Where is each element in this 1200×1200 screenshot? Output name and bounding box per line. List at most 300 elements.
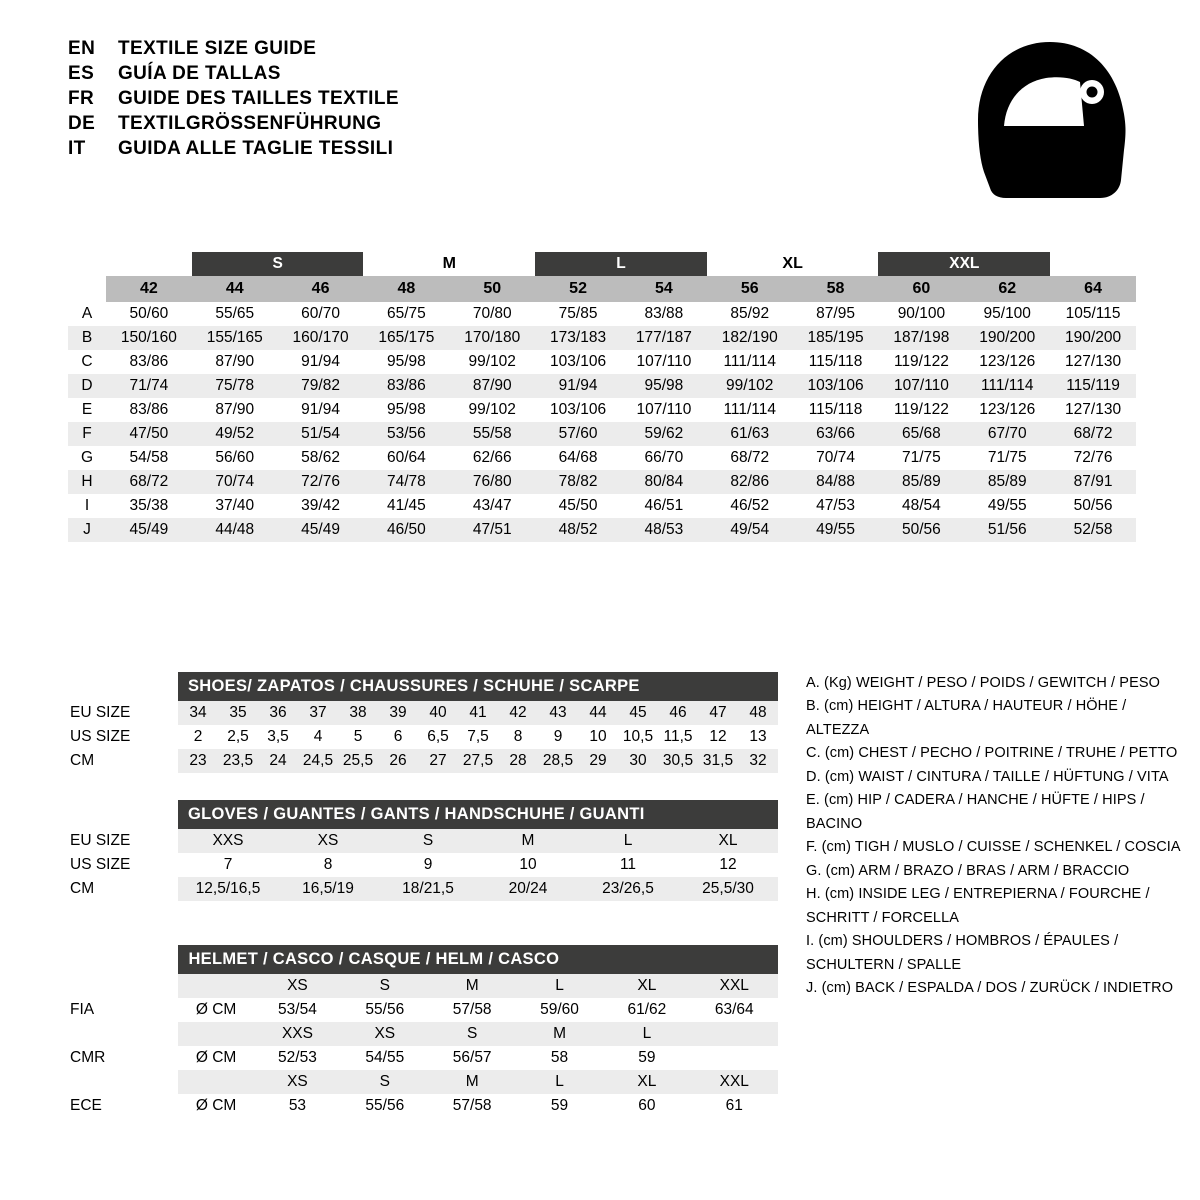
cell: 60/70 [278,302,364,326]
cell: 53/56 [363,422,449,446]
cell: XS [254,1070,341,1094]
cell: 49/54 [707,518,793,542]
eu-number-cell: 48 [363,276,449,302]
cell: 65/75 [363,302,449,326]
cell: 127/130 [1050,398,1136,422]
cell: 50/56 [878,518,964,542]
eu-number-row [68,276,1136,302]
cell: 83/88 [621,302,707,326]
cell: 10,5 [618,725,658,749]
table-row [68,350,1136,374]
cell: 91/94 [535,374,621,398]
table-row [68,302,1136,326]
legend-line: I. (cm) SHOULDERS / HOMBROS / ÉPAULES / [806,933,1119,950]
cell [178,1022,253,1046]
cell: 55/65 [192,302,278,326]
cell: 58/62 [278,446,364,470]
cell: 115/118 [793,350,879,374]
cell: XS [341,1022,428,1046]
cell: 46/50 [363,518,449,542]
gloves-cm-row [68,877,778,901]
cell: 42 [498,701,538,725]
size-band-xxl: XXL [878,252,1050,276]
cell: 107/110 [878,374,964,398]
cell: 190/200 [1050,326,1136,350]
gloves-cm-label: CM [68,877,178,901]
cell: 61 [691,1094,778,1118]
cell: S [341,974,428,998]
cell: 45 [618,701,658,725]
cell: 43 [538,701,578,725]
cell: 51/54 [278,422,364,446]
cell: 160/170 [278,326,364,350]
legend-line: B. (cm) HEIGHT / ALTURA / HAUTEUR / HÖHE / ALTEZZA [806,698,1127,738]
cell [691,1046,778,1070]
cell: 47/51 [449,518,535,542]
cell: XL [603,974,690,998]
cell: 190/200 [964,326,1050,350]
gloves-us-label: US SIZE [68,853,178,877]
helmet-icon [960,30,1140,210]
cell: 46/51 [621,494,707,518]
helmet-fia-label: FIA [68,998,178,1022]
cell: 18/21,5 [378,877,478,901]
cell: 170/180 [449,326,535,350]
cell: 49/55 [793,518,879,542]
cell: 91/94 [278,398,364,422]
cell: XL [603,1070,690,1094]
cell: 79/82 [278,374,364,398]
cell: 29 [578,749,618,773]
table-row [68,422,1136,446]
cell: 74/78 [363,470,449,494]
cell: 111/114 [707,350,793,374]
textile-size-table [68,252,1136,542]
cell: 7,5 [458,725,498,749]
cell: 95/98 [363,350,449,374]
cell: 59/62 [621,422,707,446]
eu-number-rowlabel [68,276,106,302]
cell: 56/60 [192,446,278,470]
cell: 150/160 [106,326,192,350]
helmet-fia-header-label [68,974,178,998]
gloves-table [68,800,778,901]
cell: 39/42 [278,494,364,518]
cell: 99/102 [449,350,535,374]
row-key: B [68,326,106,350]
cell: 60 [603,1094,690,1118]
cell: 49/52 [192,422,278,446]
cell: 105/115 [1050,302,1136,326]
table-row [68,398,1136,422]
helmet-title: HELMET / CASCO / CASQUE / HELM / CASCO [178,945,778,974]
shoes-cm-label: CM [68,749,178,773]
cell: 49/55 [964,494,1050,518]
cell: 123/126 [964,398,1050,422]
cell: 55/58 [449,422,535,446]
cell: 85/92 [707,302,793,326]
cell: 48/53 [621,518,707,542]
cell: 12 [678,853,778,877]
cell: 26 [378,749,418,773]
row-key: J [68,518,106,542]
header-text-en: TEXTILE SIZE GUIDE [118,38,317,59]
eu-number-cell: 54 [621,276,707,302]
legend-line: H. (cm) INSIDE LEG / ENTREPIERNA / FOURCHE / [806,886,1150,903]
header-lang-es: ES [68,63,95,84]
cell: 87/95 [793,302,879,326]
cell: 165/175 [363,326,449,350]
helmet-cmr-row [68,1046,778,1070]
cell: XXL [691,974,778,998]
cell: 70/80 [449,302,535,326]
cell: 61/63 [707,422,793,446]
cell: 111/114 [964,374,1050,398]
helmet-cmr-header-label [68,1022,178,1046]
cell: 7 [178,853,278,877]
shoes-title: SHOES/ ZAPATOS / CHAUSSURES / SCHUHE / SCARPE [178,672,778,701]
cell: 3,5 [258,725,298,749]
header-row [68,113,399,135]
cell: 75/78 [192,374,278,398]
shoes-eu-row [68,701,778,725]
cell: 99/102 [707,374,793,398]
cell: 9 [538,725,578,749]
cell: 8 [278,853,378,877]
cell: 83/86 [363,374,449,398]
cell: 87/90 [192,350,278,374]
cell: 12,5/16,5 [178,877,278,901]
cell: 45/49 [278,518,364,542]
cell: 107/110 [621,350,707,374]
cell: 62/66 [449,446,535,470]
header-row [68,88,399,110]
cell: S [341,1070,428,1094]
table-row [68,326,1136,350]
shoes-table [68,672,778,773]
cell: 57/60 [535,422,621,446]
row-key: I [68,494,106,518]
cell: M [478,829,578,853]
size-band-blank [68,252,106,276]
header-text-it: GUIDA ALLE TAGLIE TESSILI [118,138,394,159]
cell: 30 [618,749,658,773]
cell: 95/100 [964,302,1050,326]
helmet-ece-header-label [68,1070,178,1094]
legend-line: SCHULTERN / SPALLE [806,956,962,973]
cell: 155/165 [192,326,278,350]
cell: 68/72 [106,470,192,494]
header-row [68,38,399,60]
helmet-ece-row [68,1094,778,1118]
cell: 119/122 [878,398,964,422]
measurement-legend [806,672,1186,1001]
cell: XXS [254,1022,341,1046]
cell: 25,5/30 [678,877,778,901]
cell: 25,5 [338,749,378,773]
cell: 83/86 [106,398,192,422]
size-band-s: S [192,252,364,276]
cell: 11 [578,853,678,877]
cell: 61/62 [603,998,690,1022]
cell: XS [254,974,341,998]
cell: 4 [298,725,338,749]
cell: 177/187 [621,326,707,350]
cell: 50/56 [1050,494,1136,518]
header-row [68,138,399,160]
cell: 36 [258,701,298,725]
header-text-es: GUÍA DE TALLAS [118,63,281,84]
cell: 63/66 [793,422,879,446]
cell: 28,5 [538,749,578,773]
header-lang-de: DE [68,113,96,134]
cell: 58 [516,1046,603,1070]
cell: 35 [218,701,258,725]
cell: 43/47 [449,494,535,518]
legend-line: J. (cm) BACK / ESPALDA / DOS / ZURÜCK / INDIETRO [806,980,1174,997]
cell: 83/86 [106,350,192,374]
cell: 87/90 [192,398,278,422]
header-lang-fr: FR [68,88,95,109]
cell: 52/58 [1050,518,1136,542]
row-key: D [68,374,106,398]
cell [178,1070,253,1094]
table-row [68,470,1136,494]
cell: M [428,974,515,998]
cell: 51/56 [964,518,1050,542]
header-block [68,38,399,163]
shoes-us-row [68,725,778,749]
cell: 67/70 [964,422,1050,446]
cell: 66/70 [621,446,707,470]
eu-number-cell: 60 [878,276,964,302]
size-band-empty [106,252,192,276]
cell: 53/54 [254,998,341,1022]
gloves-us-row [68,853,778,877]
size-band-m-label: M [363,252,535,276]
eu-number-cell: 42 [106,276,192,302]
cell: 46 [658,701,698,725]
cell: 57/58 [428,998,515,1022]
eu-number-cell: 52 [535,276,621,302]
cell: 68/72 [1050,422,1136,446]
cell: 59/60 [516,998,603,1022]
cell: 103/106 [535,350,621,374]
cell: 46/52 [707,494,793,518]
cell: 27,5 [458,749,498,773]
cell: L [516,974,603,998]
cell: 187/198 [878,326,964,350]
cell: 91/94 [278,350,364,374]
cell: 39 [378,701,418,725]
row-key: A [68,302,106,326]
cell: 90/100 [878,302,964,326]
helmet-cmr-label: CMR [68,1046,178,1070]
cell: 28 [498,749,538,773]
cell: XS [278,829,378,853]
table-row [68,518,1136,542]
cell: 35/38 [106,494,192,518]
cell: 72/76 [278,470,364,494]
cell: Ø CM [178,1046,253,1070]
legend-line: A. (Kg) WEIGHT / PESO / POIDS / GEWITCH / PESO [806,675,1160,691]
row-key: F [68,422,106,446]
table-row [68,494,1136,518]
cell: Ø CM [178,998,253,1022]
shoes-us-label: US SIZE [68,725,178,749]
cell: 24 [258,749,298,773]
cell: 45/49 [106,518,192,542]
helmet-title-spacer [68,945,178,974]
legend-line: E. (cm) HIP / CADERA / HANCHE / HÜFTE / HIPS / BACINO [806,792,1145,832]
cell: 123/126 [964,350,1050,374]
cell: 27 [418,749,458,773]
cell: 82/86 [707,470,793,494]
cell: 48/52 [535,518,621,542]
cell: 23/26,5 [578,877,678,901]
helmet-fia-row [68,998,778,1022]
cell: 48/54 [878,494,964,518]
table-row [68,446,1136,470]
eu-number-cell: 64 [1050,276,1136,302]
cell: 2 [178,725,218,749]
cell: 107/110 [621,398,707,422]
header-lang-it: IT [68,138,86,159]
cell: 47/53 [793,494,879,518]
cell: 30,5 [658,749,698,773]
row-key: H [68,470,106,494]
eu-number-cell: 44 [192,276,278,302]
cell [178,974,253,998]
cell: 41/45 [363,494,449,518]
gloves-title: GLOVES / GUANTES / GANTS / HANDSCHUHE / GUANTI [178,800,778,829]
cell: 103/106 [793,374,879,398]
legend-line: G. (cm) ARM / BRAZO / BRAS / ARM / BRACCIO [806,862,1130,879]
cell [691,1022,778,1046]
cell: 103/106 [535,398,621,422]
row-key: G [68,446,106,470]
cell: 47 [698,701,738,725]
row-key: C [68,350,106,374]
legend-line: D. (cm) WAIST / CINTURA / TAILLE / HÜFTUNG / VITA [806,768,1169,785]
cell: L [578,829,678,853]
cell: 45/50 [535,494,621,518]
cell: 55/56 [341,998,428,1022]
cell: 182/190 [707,326,793,350]
cell: 95/98 [621,374,707,398]
size-band-l: L [535,252,707,276]
cell: 41 [458,701,498,725]
cell: 13 [738,725,778,749]
eu-number-cell: 50 [449,276,535,302]
cell: 32 [738,749,778,773]
gloves-eu-label: EU SIZE [68,829,178,853]
size-band-end [1050,252,1136,276]
legend-line: F. (cm) TIGH / MUSLO / CUISSE / SCHENKEL / COSCIA [806,839,1181,856]
cell: 111/114 [707,398,793,422]
cell: XXL [691,1070,778,1094]
cell: 54/58 [106,446,192,470]
cell: 31,5 [698,749,738,773]
shoes-title-row [68,672,778,701]
cell: 80/84 [621,470,707,494]
cell: 54/55 [341,1046,428,1070]
header-row [68,63,399,85]
cell: M [428,1070,515,1094]
cell: 127/130 [1050,350,1136,374]
header-text-fr: GUIDE DES TAILLES TEXTILE [118,88,399,109]
cell: 37/40 [192,494,278,518]
cell: 173/183 [535,326,621,350]
cell: 9 [378,853,478,877]
cell: 55/56 [341,1094,428,1118]
cell: 24,5 [298,749,338,773]
cell: 23,5 [218,749,258,773]
header-lang-en: EN [68,38,96,59]
cell: 70/74 [793,446,879,470]
cell: 65/68 [878,422,964,446]
cell: 115/118 [793,398,879,422]
cell: 115/119 [1050,374,1136,398]
eu-number-cell: 46 [278,276,364,302]
cell: 38 [338,701,378,725]
gloves-title-row [68,800,778,829]
cell: 59 [603,1046,690,1070]
cell: 44 [578,701,618,725]
cell: 10 [578,725,618,749]
cell: 44/48 [192,518,278,542]
cell: 47/50 [106,422,192,446]
cell: 84/88 [793,470,879,494]
helmet-ece-label: ECE [68,1094,178,1118]
cell: 119/122 [878,350,964,374]
cell: 16,5/19 [278,877,378,901]
cell: 76/80 [449,470,535,494]
table-row [68,374,1136,398]
cell: 87/91 [1050,470,1136,494]
cell: 34 [178,701,218,725]
helmet-ece-header-row [68,1070,778,1094]
helmet-title-row [68,945,778,974]
cell: 23 [178,749,218,773]
cell: 57/58 [428,1094,515,1118]
cell: 50/60 [106,302,192,326]
cell: 99/102 [449,398,535,422]
row-key: E [68,398,106,422]
size-band-xl-label: XL [707,252,879,276]
shoes-title-spacer [68,672,178,701]
cell: 11,5 [658,725,698,749]
cell: 5 [338,725,378,749]
eu-number-cell: 58 [793,276,879,302]
cell: 71/75 [964,446,1050,470]
gloves-title-spacer [68,800,178,829]
cell: 12 [698,725,738,749]
cell: 48 [738,701,778,725]
cell: 185/195 [793,326,879,350]
size-band-row [68,252,1136,276]
cell: 68/72 [707,446,793,470]
cell: 64/68 [535,446,621,470]
cell: 71/74 [106,374,192,398]
cell: S [378,829,478,853]
eu-number-cell: 56 [707,276,793,302]
cell: M [516,1022,603,1046]
helmet-cmr-header-row [68,1022,778,1046]
cell: 37 [298,701,338,725]
cell: 6,5 [418,725,458,749]
cell: 40 [418,701,458,725]
